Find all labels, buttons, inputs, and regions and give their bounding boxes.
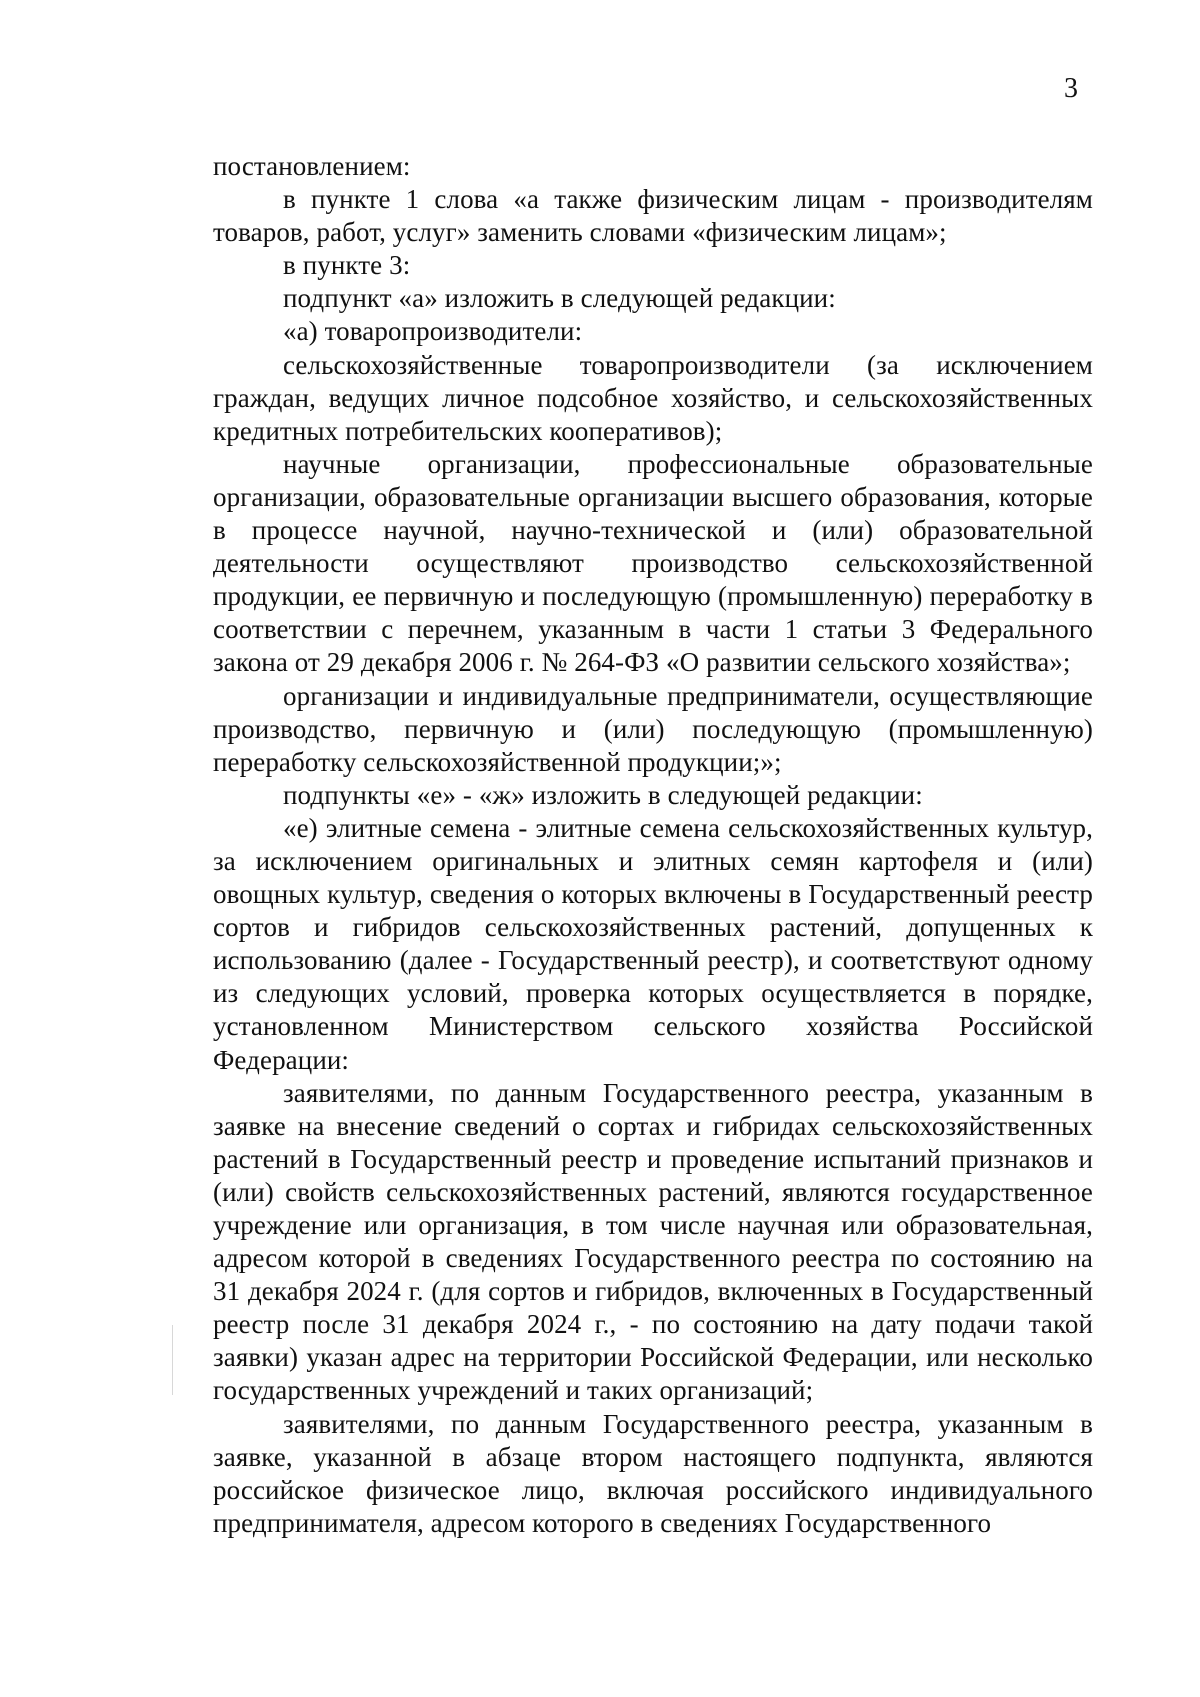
paragraph-subpoints-e-zh-intro: подпункты «е» - «ж» изложить в следующей редакции: [283, 779, 923, 810]
paragraph-entrepreneurs: организации и индивидуальные предприниматели, осуществляющие производство, первичную и (или) последующую (промышленную) переработку сельскохозяйственной продукции;»; [213, 680, 1093, 777]
paragraph-scientific-organizations: научные организации, профессиональные образовательные организации, образовательные организации высшего образования, которые в процессе научной, научно-технической и (или) образовательной деятельности осуществляют производство сельскохозяйственной продукции, ее первичную и последующую (промышленную) переработку в соответствии с перечнем, указанным в части 1 статьи 3 Федерального закона от 29 декабря 2006 г. № 264-ФЗ «О развитии сельского хозяйства»; [213, 448, 1093, 678]
paragraph-continuation: постановлением: [213, 151, 411, 181]
scan-mark [172, 1325, 173, 1395]
document-body [213, 150, 1093, 1540]
paragraph-point-3: в пункте 3: [283, 250, 411, 281]
page-number: 3 [1064, 73, 1078, 104]
paragraph-applicants-state: заявителями, по данным Государственного реестра, указанным в заявке на внесение сведений о сортах и гибридах сельскохозяйственных растений в Государственный реестр и проведение испытаний признаков и (или) свойств сельскохозяйственных растений, являются государственное учреждение или организация, в том числе научная или образовательная, адресом которой в сведениях Государственного реестра по состоянию на 31 декабря 2024 г. (для сортов и гибридов, включенных в Государственный реестр после 31 декабря 2024 г., - по состоянию на дату подачи такой заявки) указан адрес на территории Российской Федерации, или несколько государственных учреждений и таких организаций; [213, 1077, 1093, 1406]
paragraph-subpoint-a-title: «а) товаропроизводители: [283, 316, 583, 347]
paragraph-elite-seeds: «е) элитные семена - элитные семена сельскохозяйственных культур, за исключением оригинальных и элитных семян картофеля и (или) овощных культур, сведения о которых включены в Государственный реестр сортов и гибридов сельскохозяйственных растений, допущенных к использованию (далее - Государственный реестр), и соответствуют одному из следующих условий, проверка которых осуществляется в порядке, установленном Министерством сельского хозяйства Российской Федерации: [213, 812, 1093, 1075]
paragraph-point-1: в пункте 1 слова «а также физическим лицам - производителям товаров, работ, услуг» заменить словами «физическим лицам»; [213, 184, 1093, 248]
paragraph-agricultural-producers: сельскохозяйственные товаропроизводители (за исключением граждан, ведущих личное подсобное хозяйство, и сельскохозяйственных кредитных потребительских кооперативов); [213, 349, 1093, 446]
paragraph-applicants-individual: заявителями, по данным Государственного реестра, указанным в заявке, указанной в абзаце втором настоящего подпункта, являются российское физическое лицо, включая российского индивидуального предпринимателя, адресом которого в сведениях Государственного [213, 1408, 1093, 1538]
paragraph-subpoint-a-intro: подпункт «а» изложить в следующей редакции: [283, 283, 836, 314]
